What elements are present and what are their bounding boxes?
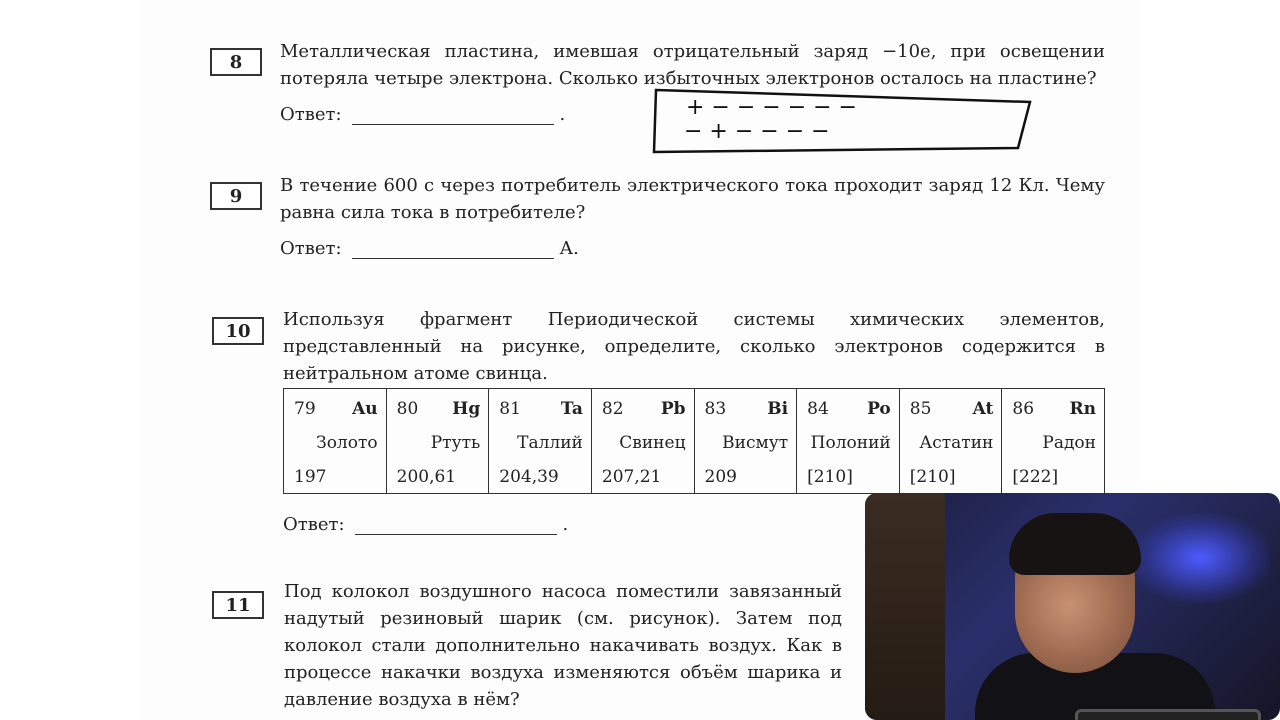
question-number-8-label: 8: [229, 51, 243, 73]
element-symbol: Bi: [767, 399, 789, 419]
element-number: 81: [499, 399, 521, 419]
element-cell-po: [797, 389, 900, 494]
element-symbol: Hg: [452, 399, 481, 419]
element-symbol: Pb: [660, 399, 686, 419]
element-mass: 209: [704, 467, 737, 487]
answer-field-10[interactable]: [355, 516, 557, 535]
answer-label-9: Ответ:: [280, 238, 342, 259]
question-number-8: [210, 48, 262, 76]
element-name: Таллий: [517, 433, 583, 453]
element-mass: 197: [294, 467, 327, 487]
webcam-overlay: [865, 493, 1280, 720]
answer-suffix-9: А.: [559, 238, 579, 259]
element-cell-au: [284, 389, 387, 494]
presenter-video: [975, 513, 1205, 720]
element-name: Полоний: [810, 433, 891, 453]
periodic-table-fragment: [283, 388, 1105, 494]
answer-row-10: [283, 514, 568, 535]
answer-label-8: Ответ:: [280, 104, 342, 125]
question-8-text: Металлическая пластина, имевшая отрицательный заряд −10e, при освещении потеряла четыре электрона. Сколько избыточных электронов осталось на пластине?: [280, 41, 1105, 89]
element-cell-rn: [1002, 389, 1105, 494]
element-cell-hg: [386, 389, 489, 494]
element-number: 86: [1012, 399, 1035, 419]
element-number: 79: [294, 399, 316, 419]
question-number-11: [212, 591, 264, 619]
element-symbol: Po: [867, 399, 891, 419]
answer-field-9[interactable]: [352, 240, 554, 259]
element-number: 84: [807, 399, 829, 419]
element-mass: [222]: [1012, 467, 1059, 487]
element-name: Радон: [1042, 433, 1096, 453]
element-symbol: At: [972, 399, 994, 419]
question-number-10-label: 10: [225, 320, 251, 342]
element-number: 82: [601, 399, 624, 419]
element-symbol: Ta: [560, 399, 583, 419]
question-number-9-label: 9: [229, 185, 243, 207]
element-mass: [210]: [909, 467, 956, 487]
element-cell-bi: [694, 389, 797, 494]
element-name: Свинец: [619, 433, 686, 453]
element-mass: 207,21: [601, 467, 662, 487]
element-name: Ртуть: [430, 433, 481, 453]
element-cell-at: [899, 389, 1002, 494]
question-11-text: Под колокол воздушного насоса поместили завязанный надутый резиновый шарик (см. рисунок). Затем под колокол стали дополнительно накачивать воздух. Как в процессе накачки воздуха изменяются объём шарика и давление воздуха в нём?: [284, 581, 842, 710]
handwritten-plate-sketch: [648, 82, 1038, 158]
element-mass: [210]: [807, 467, 853, 487]
sketch-row-2: − + − − − −: [684, 119, 830, 144]
question-10-text: Используя фрагмент Периодической системы химических элементов, представленный на рисунке, определите, сколько электронов содержится в нейтральном атоме свинца.: [283, 309, 1105, 384]
element-number: 80: [396, 399, 419, 419]
element-name: Золото: [316, 433, 378, 453]
question-number-10: [212, 317, 264, 345]
element-symbol: Au: [352, 399, 378, 419]
element-cell-pb: [591, 389, 694, 494]
element-mass: 200,61: [396, 467, 457, 487]
answer-row-9: [280, 238, 579, 259]
periodic-table-row: [284, 389, 1105, 494]
answer-label-10: Ответ:: [283, 514, 345, 535]
element-name: Висмут: [722, 433, 789, 453]
question-number-9: [210, 182, 262, 210]
element-number: 85: [909, 399, 932, 419]
element-mass: 204,39: [499, 467, 559, 487]
background-shelf: [865, 493, 945, 720]
presenter-hair: [1009, 513, 1141, 575]
element-number: 83: [704, 399, 727, 419]
answer-suffix-10: .: [562, 514, 569, 535]
tablet-device: [1075, 709, 1261, 720]
question-9-text: В течение 600 с через потребитель электрического тока проходит заряд 12 Кл. Чему равна сила тока в потребителе?: [280, 175, 1105, 223]
answer-field-8[interactable]: [352, 106, 554, 125]
question-number-11-label: 11: [225, 594, 251, 616]
answer-suffix-8: .: [559, 104, 566, 125]
element-cell-ta: [489, 389, 592, 494]
element-symbol: Rn: [1069, 399, 1096, 419]
element-name: Астатин: [919, 433, 994, 453]
sketch-row-1: + − − − − − −: [686, 95, 857, 120]
answer-row-8: [280, 104, 565, 125]
